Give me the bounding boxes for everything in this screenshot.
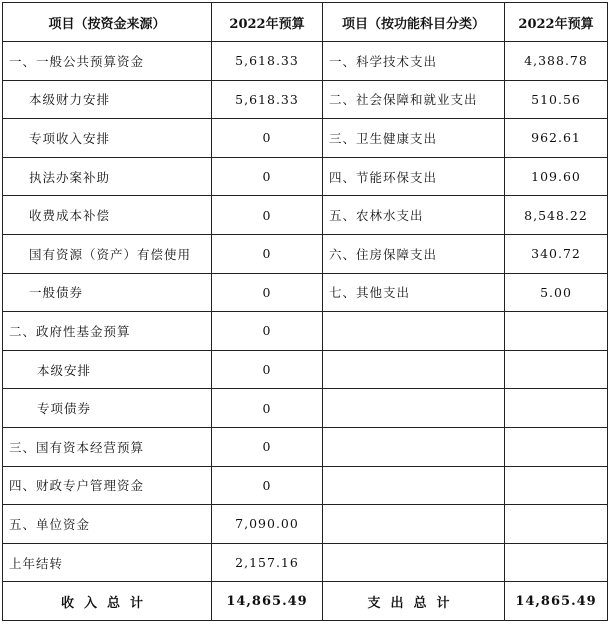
table-row [3, 273, 608, 312]
income-total-amount: 14,865.49 [212, 582, 323, 621]
function-item [323, 350, 505, 389]
function-amount: 340.72 [505, 234, 608, 273]
function-amount: 5.00 [505, 273, 608, 312]
source-amount: 0 [212, 389, 323, 428]
function-amount [505, 543, 608, 582]
expense-total-amount: 14,865.49 [505, 582, 608, 621]
source-item: 本级安排 [3, 350, 212, 389]
source-item: 四、财政专户管理资金 [3, 466, 212, 505]
table-row [3, 543, 608, 582]
header-function-item: 项目（按功能科目分类） [323, 3, 505, 42]
source-amount: 5,618.33 [212, 80, 323, 119]
table-row [3, 427, 608, 466]
table-row [3, 234, 608, 273]
function-amount: 510.56 [505, 80, 608, 119]
function-item: 四、节能环保支出 [323, 157, 505, 196]
function-item [323, 505, 505, 544]
source-amount: 0 [212, 273, 323, 312]
function-item: 六、住房保障支出 [323, 234, 505, 273]
source-amount: 0 [212, 312, 323, 351]
function-item [323, 312, 505, 351]
source-amount: 7,090.00 [212, 505, 323, 544]
source-amount: 0 [212, 234, 323, 273]
table-row [3, 42, 608, 81]
source-item: 本级财力安排 [3, 80, 212, 119]
function-amount: 8,548.22 [505, 196, 608, 235]
function-item: 五、农林水支出 [323, 196, 505, 235]
function-amount [505, 466, 608, 505]
source-amount: 0 [212, 157, 323, 196]
table-row [3, 505, 608, 544]
table-row [3, 80, 608, 119]
source-amount: 2,157.16 [212, 543, 323, 582]
table-row [3, 312, 608, 351]
source-amount: 0 [212, 427, 323, 466]
function-item: 三、卫生健康支出 [323, 119, 505, 158]
source-item: 五、单位资金 [3, 505, 212, 544]
income-total-label: 收入总计 [3, 582, 212, 621]
source-item: 上年结转 [3, 543, 212, 582]
function-item [323, 389, 505, 428]
function-item: 二、社会保障和就业支出 [323, 80, 505, 119]
source-amount: 0 [212, 350, 323, 389]
function-amount [505, 389, 608, 428]
header-function-budget: 2022年预算 [505, 3, 608, 42]
table-row [3, 350, 608, 389]
function-item: 一、科学技术支出 [323, 42, 505, 81]
header-source-budget: 2022年预算 [212, 3, 323, 42]
table-row [3, 196, 608, 235]
expense-total-label: 支出总计 [323, 582, 505, 621]
function-amount: 109.60 [505, 157, 608, 196]
source-item: 收费成本补偿 [3, 196, 212, 235]
source-item: 国有资源（资产）有偿使用 [3, 234, 212, 273]
function-amount [505, 427, 608, 466]
function-item: 七、其他支出 [323, 273, 505, 312]
source-item: 执法办案补助 [3, 157, 212, 196]
table-row [3, 466, 608, 505]
function-amount: 4,388.78 [505, 42, 608, 81]
budget-table [2, 2, 608, 621]
source-amount: 0 [212, 466, 323, 505]
source-item: 三、国有资本经营预算 [3, 427, 212, 466]
function-item [323, 543, 505, 582]
header-source-item: 项目（按资金来源） [3, 3, 212, 42]
table-row [3, 157, 608, 196]
source-amount: 0 [212, 196, 323, 235]
source-item: 专项收入安排 [3, 119, 212, 158]
source-item: 专项债券 [3, 389, 212, 428]
source-amount: 5,618.33 [212, 42, 323, 81]
source-item: 二、政府性基金预算 [3, 312, 212, 351]
source-amount: 0 [212, 119, 323, 158]
function-item [323, 466, 505, 505]
function-amount [505, 312, 608, 351]
source-item: 一、一般公共预算资金 [3, 42, 212, 81]
table-header-row [3, 3, 608, 42]
table-row [3, 389, 608, 428]
function-amount: 962.61 [505, 119, 608, 158]
function-amount [505, 505, 608, 544]
source-item: 一般债券 [3, 273, 212, 312]
budget-table-container [2, 2, 608, 621]
table-total-row [3, 582, 608, 621]
table-row [3, 119, 608, 158]
function-amount [505, 350, 608, 389]
function-item [323, 427, 505, 466]
